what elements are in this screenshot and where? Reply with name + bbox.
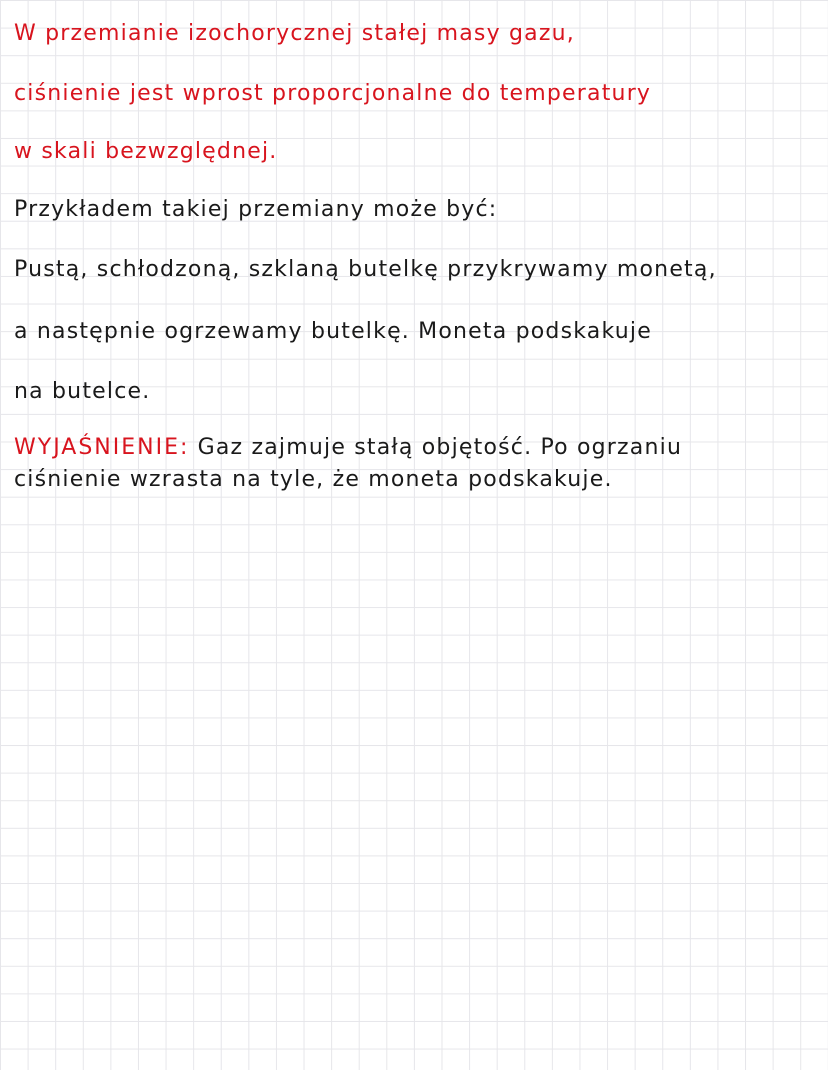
explanation-line-1 (14, 434, 682, 462)
example-line-3: na butelce. (14, 379, 151, 404)
explanation-line-2: ciśnienie wzrasta na tyle, że moneta podskakuje. (14, 467, 613, 492)
definition-line-2: ciśnienie jest wprost proporcjonalne do temperatury (14, 81, 652, 106)
definition-line-1: W przemianie izochorycznej stałej masy gazu, (14, 21, 575, 46)
explanation-text-1: Gaz zajmuje stałą objętość. Po ogrzaniu (197, 435, 683, 460)
explanation-label: WYJAŚNIENIE: (14, 435, 190, 460)
example-line-2: a następnie ogrzewamy butelkę. Moneta podskakuje (14, 319, 652, 344)
example-intro: Przykładem takiej przemiany może być: (14, 197, 498, 222)
example-line-1: Pustą, schłodzoną, szklaną butelkę przykrywamy monetą, (14, 257, 717, 282)
definition-line-3: w skali bezwzględnej. (14, 139, 278, 164)
